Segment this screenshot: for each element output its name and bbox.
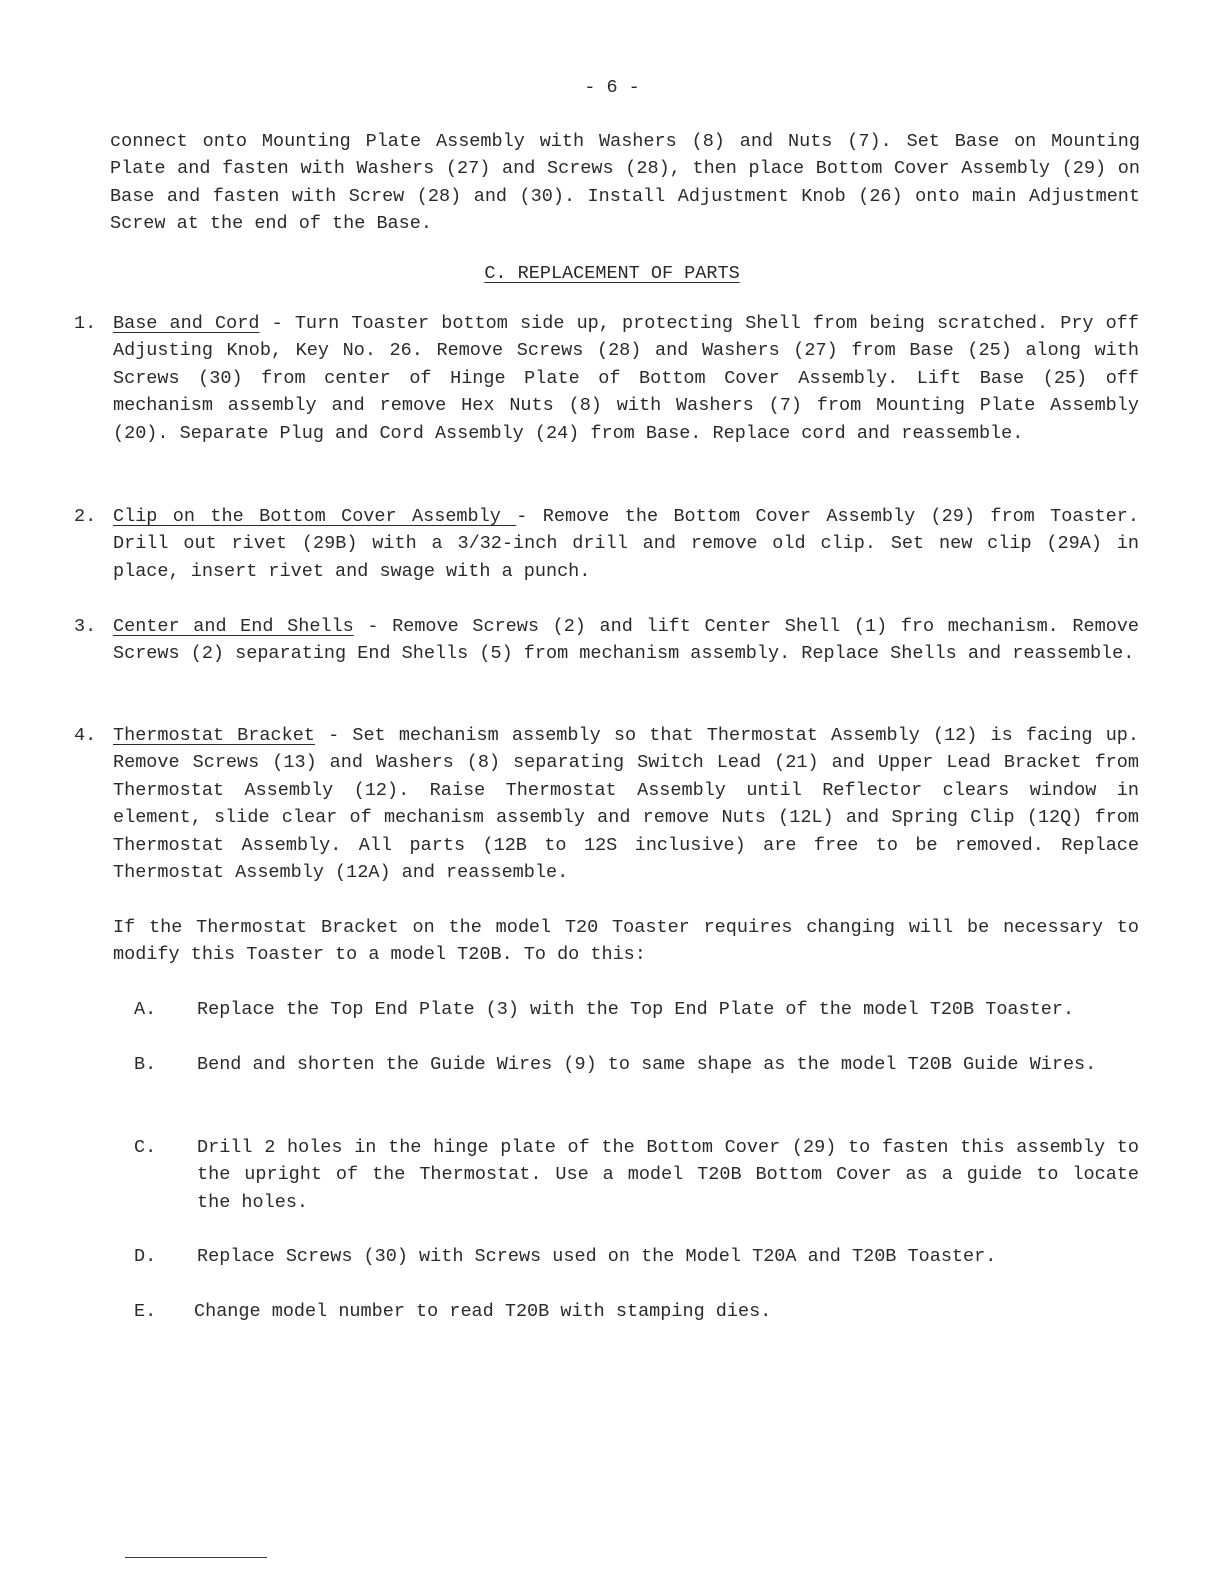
item-title: Base and Cord xyxy=(113,313,260,334)
item-text: Set mechanism assembly so that Thermostat Assembly (12) is facing up. Remove Screws (13) and Washers (8) separating Switch Lead (21) and Upper Lead Bracket from Thermostat Assembly (12). Raise Thermostat Assembly until Reflector clears window in element, slide clear of mechanism assembly and remove Nuts (12L) and Spring Clip (12Q) from Thermostat Assembly. All parts (12B to 12S inclusive) are free to be removed. Replace Thermostat Assembly (12A) and reassemble. xyxy=(113,725,1139,884)
subitem-letter: E. xyxy=(134,1301,157,1322)
note-paragraph: If the Thermostat Bracket on the model T20 Toaster requires changing will be necessary to modify this Toaster to a model T20B. To do this: xyxy=(113,917,1139,966)
item-text: Remove Screws (2) and lift Center Shell (1) fro mechanism. Remove Screws (2) separating End Shells (5) from mechanism assembly. Replace Shells and reassemble. xyxy=(113,616,1140,665)
section-heading-text: C. REPLACEMENT OF PARTS xyxy=(484,263,740,284)
item-number: 4. xyxy=(74,725,97,746)
subitem-letter: A. xyxy=(134,999,157,1020)
footnote-divider xyxy=(125,1557,267,1558)
subitem-text: Drill 2 holes in the hinge plate of the Bottom Cover (29) to fasten this assembly to the upright of the Thermostat. Use a model T20B Bottom Cover as a guide to locate the holes. xyxy=(197,1137,1139,1213)
item-number: 2. xyxy=(74,506,97,527)
section-heading xyxy=(0,260,1224,287)
item-separator: - xyxy=(516,506,543,527)
item-number: 1. xyxy=(74,313,97,334)
subitem-text: Replace Screws (30) with Screws used on the Model T20A and T20B Toaster. xyxy=(197,1246,997,1267)
subitem-text: Change model number to read T20B with stamping dies. xyxy=(194,1301,772,1322)
subitem-text: Bend and shorten the Guide Wires (9) to same shape as the model T20B Guide Wires. xyxy=(197,1054,1097,1075)
list-item-thermostat-bracket xyxy=(113,722,1139,886)
item-title: Thermostat Bracket xyxy=(113,725,315,746)
item-separator: - xyxy=(353,616,393,637)
list-item-base-and-cord xyxy=(113,310,1139,447)
subitem-text: Replace the Top End Plate (3) with the Top End Plate of the model T20B Toaster. xyxy=(197,999,1075,1020)
item-title: Clip on the Bottom Cover Assembly xyxy=(113,506,517,527)
item-number: 3. xyxy=(74,616,97,637)
subitem-letter: D. xyxy=(134,1246,157,1267)
intro-paragraph: connect onto Mounting Plate Assembly with Washers (8) and Nuts (7). Set Base on Mounting Plate and fasten with Washers (27) and Screws (28), then place Bottom Cover Assembly (29) on Base and fasten with Screw (28) and (30). Install Adjustment Knob (26) onto main Adjustment Screw at the end of the Base. xyxy=(110,131,1140,235)
item-title: Center and End Shells xyxy=(113,616,354,637)
item-text: Turn Toaster bottom side up, protecting Shell from being scratched. Pry off Adjusting Knob, Key No. 26. Remove Screws (28) and Washers (27) from Base (25) along with Screws (30) from center of Hinge Plate of Bottom Cover Assembly. Lift Base (25) off mechanism assembly and remove Hex Nuts (8) with Washers (7) from Mounting Plate Assembly (20). Separate Plug and Cord Assembly (24) from Base. Replace cord and reassemble. xyxy=(113,313,1139,444)
subitem-letter: C. xyxy=(134,1137,157,1158)
page-number: - 6 - xyxy=(584,77,640,98)
list-item-center-end-shells xyxy=(113,613,1139,668)
subitem-letter: B. xyxy=(134,1054,157,1075)
item-separator: - xyxy=(259,313,295,334)
item-separator: - xyxy=(314,725,353,746)
item-text: Remove the Bottom Cover Assembly (29) from Toaster. Drill out rivet (29B) with a 3/32-inch drill and remove old clip. Set new clip (29A) in place, insert rivet and swage with a punch. xyxy=(113,506,1139,582)
list-item-clip-bottom-cover xyxy=(113,503,1139,585)
